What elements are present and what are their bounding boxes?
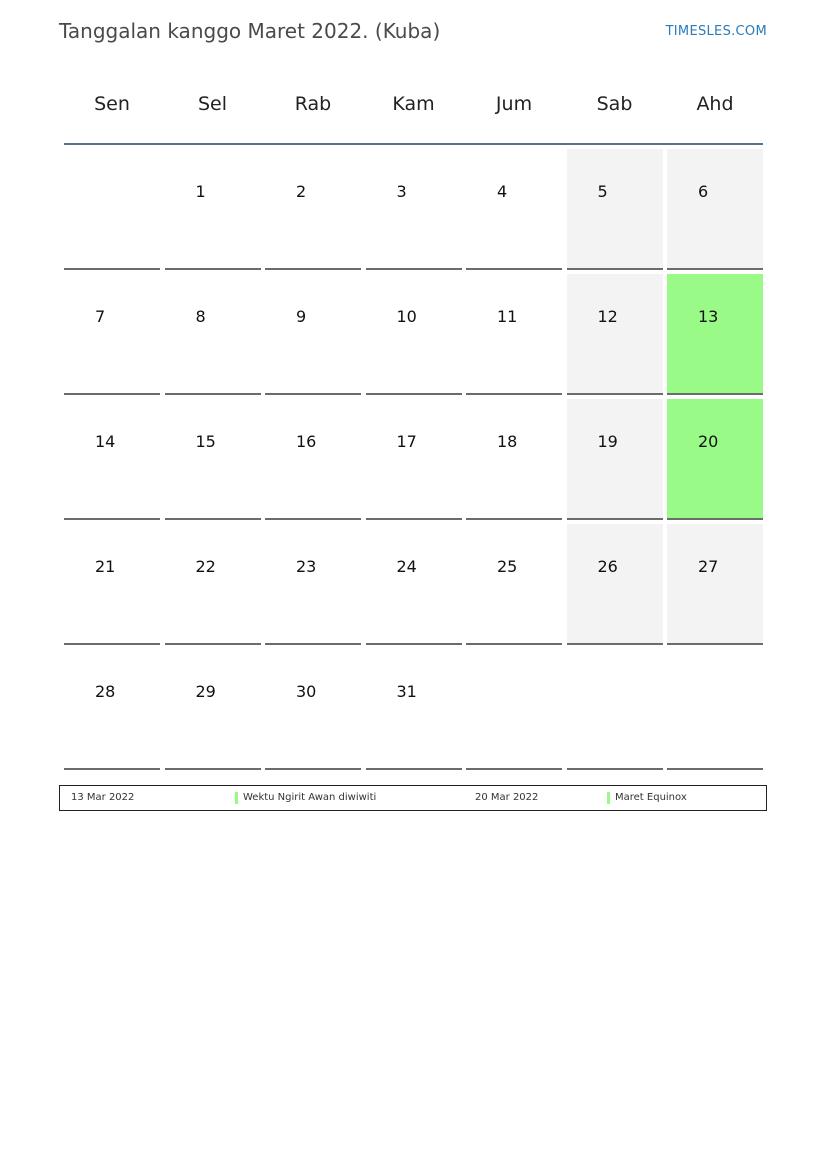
day-cell (165, 399, 261, 520)
day-cell (265, 399, 361, 520)
day-number: 21 (95, 557, 116, 576)
day-number: 6 (698, 182, 709, 201)
legend-color-marker (607, 792, 610, 804)
day-number: 3 (396, 182, 407, 201)
weekday-header-row (64, 70, 763, 145)
weekday-header-mon: Sen (94, 93, 130, 115)
day-cell (466, 524, 562, 645)
day-number: 19 (597, 432, 618, 451)
day-number: 17 (396, 432, 417, 451)
weekday-header-tue: Sel (197, 93, 228, 115)
day-number: 9 (296, 307, 307, 326)
day-cell (366, 649, 462, 770)
day-cell-weekend (567, 274, 663, 395)
day-number: 10 (396, 307, 417, 326)
legend-date: 20 Mar 2022 (475, 792, 539, 803)
day-cell (265, 524, 361, 645)
day-number: 24 (396, 557, 417, 576)
day-cell (165, 524, 261, 645)
day-cell (366, 274, 462, 395)
weekday-header-sun: Ahd (696, 93, 734, 115)
day-cell-weekend (567, 399, 663, 520)
calendar-week-5 (64, 649, 763, 774)
day-cell (165, 149, 261, 270)
weekday-header-sat: Sab (596, 93, 633, 115)
day-number: 28 (95, 682, 116, 701)
day-number: 27 (698, 557, 719, 576)
day-cell-holiday (667, 274, 763, 395)
day-number: 30 (296, 682, 317, 701)
legend-color-marker (235, 792, 238, 804)
day-cell-holiday (667, 399, 763, 520)
calendar-weeks (64, 149, 763, 774)
calendar-week-4 (64, 524, 763, 649)
day-number: 29 (195, 682, 216, 701)
day-number: 14 (95, 432, 116, 451)
calendar-week-1 (64, 149, 763, 274)
day-cell (366, 524, 462, 645)
day-cell (64, 399, 160, 520)
holiday-legend (59, 785, 767, 811)
day-number: 4 (497, 182, 508, 201)
legend-date: 13 Mar 2022 (71, 792, 135, 803)
day-cell (667, 649, 763, 770)
brand-link[interactable]: TIMESLES.COM (665, 24, 767, 39)
day-number: 25 (497, 557, 518, 576)
day-number: 11 (497, 307, 518, 326)
day-cell (466, 274, 562, 395)
day-cell (366, 399, 462, 520)
day-number: 16 (296, 432, 317, 451)
day-cell (64, 524, 160, 645)
day-number: 31 (396, 682, 417, 701)
day-number: 23 (296, 557, 317, 576)
weekday-header-thu: Kam (392, 93, 435, 115)
day-cell (165, 649, 261, 770)
day-cell-weekend (567, 524, 663, 645)
day-number: 1 (195, 182, 206, 201)
weekday-header-wed: Rab (294, 93, 332, 115)
day-number: 15 (195, 432, 216, 451)
page-title: Tanggalan kanggo Maret 2022. (Kuba) (59, 19, 441, 43)
day-number: 18 (497, 432, 518, 451)
day-cell (567, 649, 663, 770)
legend-holiday-label: Maret Equinox (615, 792, 687, 803)
legend-holiday-label: Wektu Ngirit Awan diwiwiti (243, 792, 377, 803)
day-number: 13 (698, 307, 719, 326)
day-cell (64, 274, 160, 395)
day-cell-weekend (667, 149, 763, 270)
day-number: 7 (95, 307, 106, 326)
calendar-week-3 (64, 399, 763, 524)
day-number: 12 (597, 307, 618, 326)
day-cell (64, 149, 160, 270)
day-number: 20 (698, 432, 719, 451)
day-number: 22 (195, 557, 216, 576)
day-cell (466, 649, 562, 770)
day-cell (466, 149, 562, 270)
day-cell (265, 149, 361, 270)
day-cell (265, 649, 361, 770)
weekday-header-fri: Jum (495, 93, 533, 115)
calendar-grid (64, 70, 763, 774)
calendar-week-2 (64, 274, 763, 399)
day-cell-weekend (567, 149, 663, 270)
day-cell (366, 149, 462, 270)
day-cell-weekend (667, 524, 763, 645)
day-cell (64, 649, 160, 770)
day-number: 5 (597, 182, 608, 201)
day-number: 26 (597, 557, 618, 576)
day-cell (265, 274, 361, 395)
day-cell (165, 274, 261, 395)
day-number: 8 (195, 307, 206, 326)
day-number: 2 (296, 182, 307, 201)
day-cell (466, 399, 562, 520)
